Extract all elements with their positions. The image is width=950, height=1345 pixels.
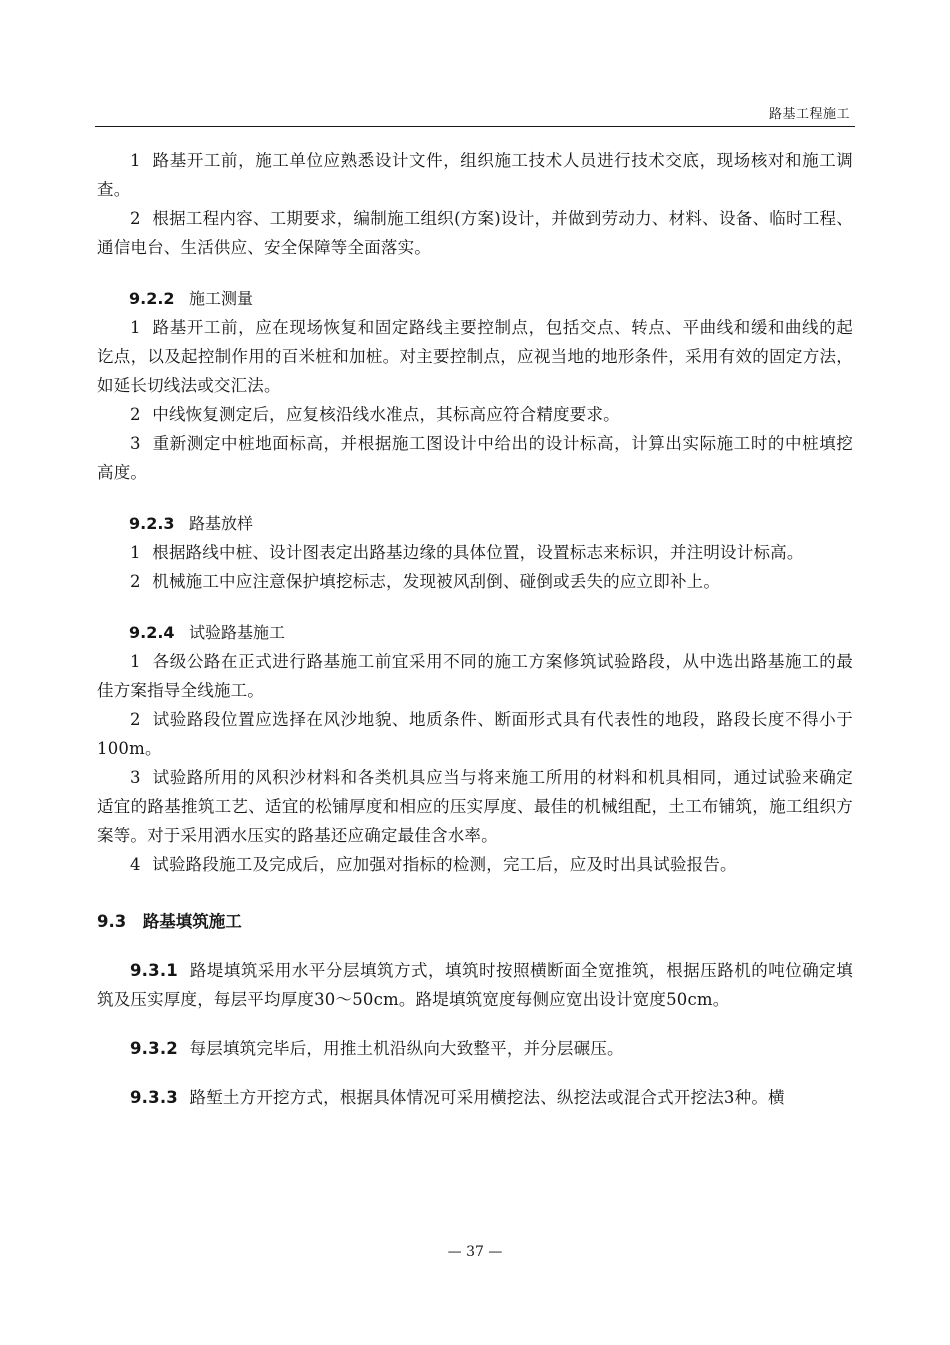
item-number: 2 (130, 209, 141, 228)
spacer (97, 1014, 853, 1034)
item-number: 3 (130, 768, 141, 787)
item-number: 1 (130, 151, 141, 170)
subsection-heading-9-2-4 (97, 618, 853, 647)
paragraph-text: 各级公路在正式进行路基施工前宜采用不同的施工方案修筑试验路段，从中选出路基施工的最佳方案指导全线施工。 (97, 652, 853, 700)
clause-text: 路堑土方开挖方式，根据具体情况可采用横挖法、纵挖法或混合式开挖法3种。横 (189, 1088, 785, 1107)
item-number: 2 (130, 405, 141, 424)
item-number: 3 (130, 434, 141, 453)
subsection-title: 路基放样 (188, 514, 253, 533)
spacer (97, 1063, 853, 1083)
subsection-title: 试验路基施工 (188, 623, 285, 642)
item-number: 1 (130, 318, 141, 337)
header-rule (95, 126, 855, 127)
clause-number: 9.3.3 (130, 1088, 178, 1107)
paragraph-text: 试验路段施工及完成后，应加强对指标的检测，完工后，应及时出具试验报告。 (152, 855, 737, 874)
clause-paragraph (97, 1034, 853, 1063)
paragraph-text: 中线恢复测定后，应复核沿线水准点，其标高应符合精度要求。 (152, 405, 620, 424)
clause-text: 路堤填筑采用水平分层填筑方式，填筑时按照横断面全宽推筑，根据压路机的吨位确定填筑及压实厚度，每层平均厚度30～50cm。路堤填筑宽度每侧应宽出设计宽度50cm。 (97, 961, 853, 1009)
clause-paragraph (97, 1083, 853, 1112)
paragraph (97, 146, 853, 204)
paragraph-text: 路基开工前，应在现场恢复和固定路线主要控制点，包括交点、转点、平曲线和缓和曲线的起讫点，以及起控制作用的百米桩和加桩。对主要控制点，应视当地的地形条件，采用有效的固定方法，如延长切线法或交汇法。 (97, 318, 853, 395)
subsection-number: 9.2.2 (129, 289, 175, 308)
section-heading-9-3 (97, 907, 853, 936)
subsection-number: 9.2.3 (129, 514, 175, 533)
page-number: — 37 — (447, 1244, 503, 1260)
subsection-heading-9-2-2 (97, 284, 853, 313)
paragraph (97, 763, 853, 850)
clause-number: 9.3.2 (130, 1039, 178, 1058)
clause-paragraph (97, 956, 853, 1014)
paragraph (97, 647, 853, 705)
paragraph (97, 429, 853, 487)
paragraph-text: 重新测定中桩地面标高，并根据施工图设计中给出的设计标高，计算出实际施工时的中桩填挖高度。 (97, 434, 853, 482)
paragraph-text: 机械施工中应注意保护填挖标志，发现被风刮倒、碰倒或丢失的应立即补上。 (152, 572, 721, 591)
paragraph (97, 850, 853, 879)
item-number: 1 (130, 543, 141, 562)
subsection-number: 9.2.4 (129, 623, 175, 642)
clause-number: 9.3.1 (130, 961, 178, 980)
item-number: 2 (130, 710, 141, 729)
paragraph-text: 路基开工前，施工单位应熟悉设计文件，组织施工技术人员进行技术交底，现场核对和施工调查。 (97, 151, 853, 199)
item-number: 4 (130, 855, 141, 874)
page-content (97, 146, 853, 1112)
item-number: 1 (130, 652, 141, 671)
paragraph (97, 400, 853, 429)
paragraph (97, 204, 853, 262)
subsection-heading-9-2-3 (97, 509, 853, 538)
item-number: 2 (130, 572, 141, 591)
running-header-title: 路基工程施工 (768, 107, 850, 122)
paragraph (97, 705, 853, 763)
section-title: 路基填筑施工 (142, 912, 242, 931)
paragraph-text: 试验路段位置应选择在风沙地貌、地质条件、断面形式具有代表性的地段，路段长度不得小于100m。 (97, 710, 853, 758)
paragraph (97, 538, 853, 567)
paragraph (97, 567, 853, 596)
paragraph-text: 根据工程内容、工期要求，编制施工组织(方案)设计，并做到劳动力、材料、设备、临时工程、通信电台、生活供应、安全保障等全面落实。 (97, 209, 853, 257)
paragraph-text: 根据路线中桩、设计图表定出路基边缘的具体位置，设置标志来标识，并注明设计标高。 (152, 543, 804, 562)
subsection-title: 施工测量 (188, 289, 253, 308)
section-number: 9.3 (97, 912, 127, 931)
paragraph-text: 试验路所用的风积沙材料和各类机具应当与将来施工所用的材料和机具相同，通过试验来确定适宜的路基推筑工艺、适宜的松铺厚度和相应的压实厚度、最佳的机械组配，土工布铺筑，施工组织方案等。对于采用洒水压实的路基还应确定最佳含水率。 (97, 768, 853, 845)
paragraph (97, 313, 853, 400)
clause-text: 每层填筑完毕后，用推土机沿纵向大致整平，并分层碾压。 (189, 1039, 624, 1058)
